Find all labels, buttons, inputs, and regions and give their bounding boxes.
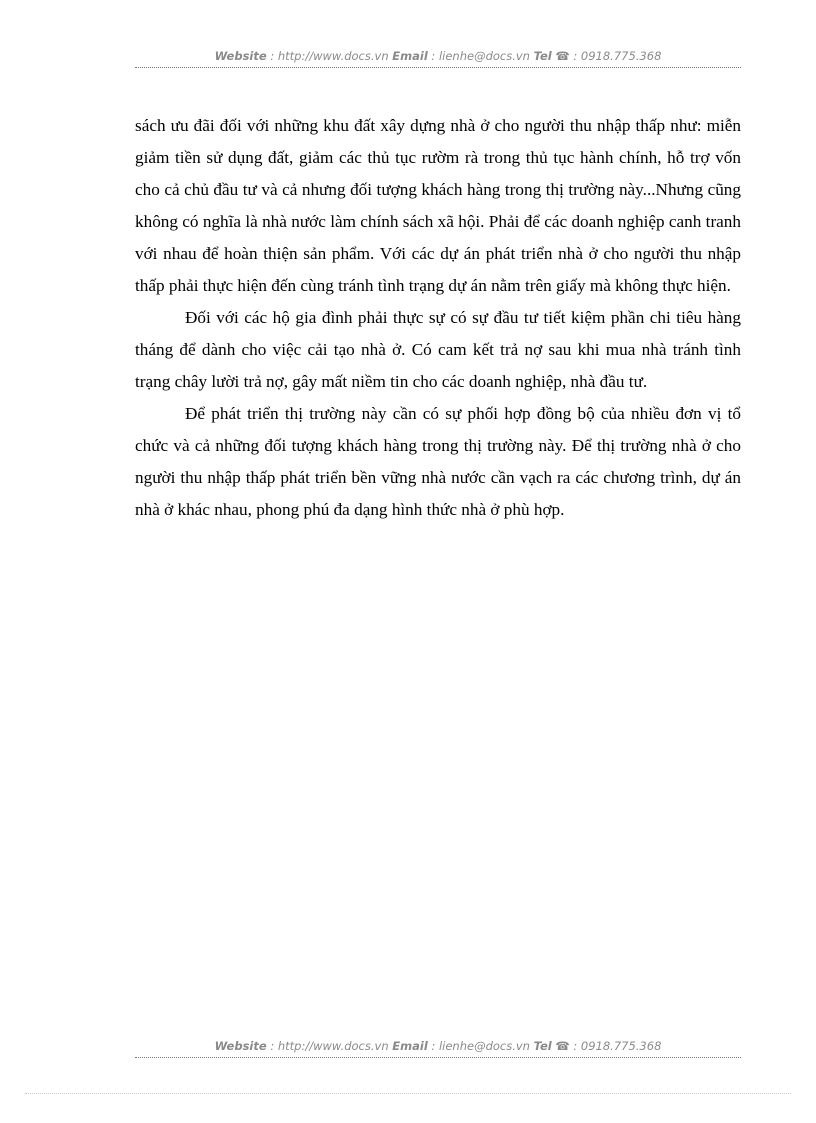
footer-website-label: Website	[214, 1039, 267, 1053]
footer-divider	[135, 1057, 741, 1058]
footer-contact-line	[135, 1038, 741, 1054]
header-email-label: Email	[392, 49, 428, 63]
paragraph-2: Đối với các hộ gia đình phải thực sự có sự đầu tư tiết kiệm phần chi tiêu hàng tháng để dành cho việc cải tạo nhà ở. Có cam kết trả nợ sau khi mua nhà tránh tình trạng chây lười trả nợ, gây mất niềm tin cho các doanh nghiệp, nhà đầu tư.	[135, 308, 741, 391]
footer-email-link[interactable]: : lienhe@docs.vn	[427, 1039, 534, 1053]
header-tel-label: Tel	[533, 49, 552, 63]
paragraph-3: Để phát triển thị trường này cần có sự phối hợp đồng bộ của nhiều đơn vị tổ chức và cả những đối tượng khách hàng trong thị trường này. Để thị trường nhà ở cho người thu nhập thấp phát triển bền vững nhà nước cần vạch ra các chương trình, dự án nhà ở khác nhau, phong phú đa dạng hình thức nhà ở phù hợp.	[135, 404, 741, 519]
footer-tel-value: : 0918.775.368	[569, 1039, 662, 1053]
page-bottom-border	[25, 1093, 791, 1094]
phone-icon: ☎	[555, 49, 570, 63]
header-website-label: Website	[214, 49, 267, 63]
footer-email-label: Email	[392, 1039, 428, 1053]
header-website-link[interactable]: : http://www.docs.vn	[266, 49, 393, 63]
footer-website-link[interactable]: : http://www.docs.vn	[266, 1039, 393, 1053]
document-body	[135, 110, 741, 526]
phone-icon: ☎	[555, 1039, 570, 1053]
header-contact-line	[135, 48, 741, 64]
header-divider	[135, 67, 741, 68]
page-footer	[135, 1038, 741, 1058]
paragraph-1: sách ưu đãi đối với những khu đất xây dựng nhà ở cho người thu nhập thấp như: miễn giảm tiền sử dụng đất, giảm các thủ tục rườm rà trong thủ tục hành chính, hỗ trợ vốn cho cả chủ đầu tư và cả nhưng đối tượng khách hàng trong thị trường này...Nhưng cũng không có nghĩa là nhà nước làm chính sách xã hội. Phải để các doanh nghiệp canh tranh với nhau để hoàn thiện sản phẩm. Với các dự án phát triển nhà ở cho người thu nhập thấp phải thực hiện đến cùng tránh tình trạng dự án nằm trên giấy mà không thực hiện.	[135, 116, 741, 295]
header-email-link[interactable]: : lienhe@docs.vn	[427, 49, 534, 63]
page-header	[135, 48, 741, 68]
footer-tel-label: Tel	[533, 1039, 552, 1053]
header-tel-value: : 0918.775.368	[569, 49, 662, 63]
